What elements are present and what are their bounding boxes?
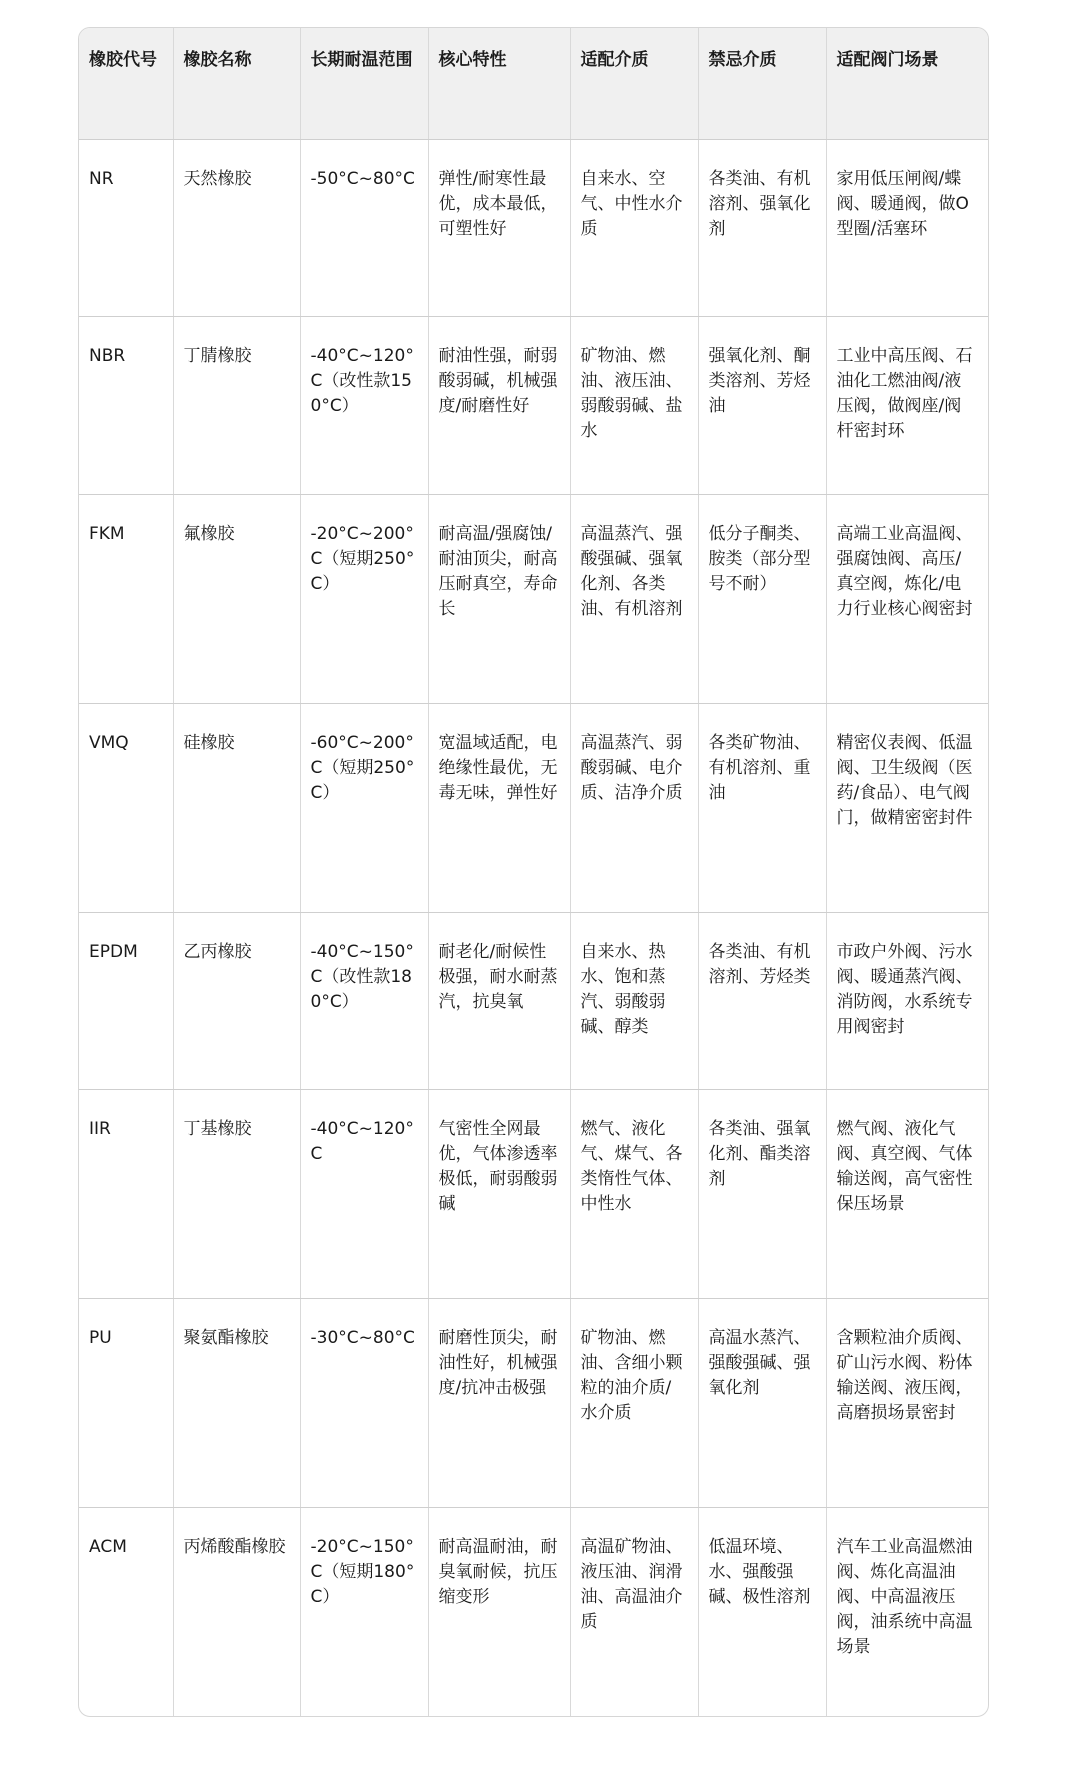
cell-forbidden-media: 各类矿物油、有机溶剂、重油 bbox=[698, 704, 826, 913]
header-forbidden-media: 禁忌介质 bbox=[698, 28, 826, 140]
cell-compatible-media: 矿物油、燃油、液压油、弱酸弱碱、盐水 bbox=[570, 317, 698, 495]
cell-temp-range: -40°C~120°C bbox=[300, 1090, 428, 1299]
table-row bbox=[79, 1090, 988, 1299]
rubber-comparison-table bbox=[79, 28, 988, 1716]
cell-code: FKM bbox=[79, 495, 173, 704]
cell-valve-scenarios: 含颗粒油介质阀、矿山污水阀、粉体输送阀、液压阀，高磨损场景密封 bbox=[826, 1299, 988, 1508]
cell-forbidden-media: 低分子酮类、胺类（部分型号不耐） bbox=[698, 495, 826, 704]
cell-compatible-media: 矿物油、燃油、含细小颗粒的油介质/水介质 bbox=[570, 1299, 698, 1508]
cell-valve-scenarios: 精密仪表阀、低温阀、卫生级阀（医药/食品）、电气阀门，做精密密封件 bbox=[826, 704, 988, 913]
cell-valve-scenarios: 汽车工业高温燃油阀、炼化高温油阀、中高温液压阀，油系统中高温场景 bbox=[836, 1537, 973, 1657]
cell-temp-range: -50°C~80°C bbox=[300, 140, 428, 317]
cell-forbidden-media: 低温环境、水、强酸强碱、极性溶剂 bbox=[698, 1508, 826, 1716]
cell-forbidden-media: 各类油、有机溶剂、强氧化剂 bbox=[698, 140, 826, 317]
cell-code: IIR bbox=[79, 1090, 173, 1299]
cell-code: VMQ bbox=[79, 704, 173, 913]
cell-name: 丁基橡胶 bbox=[173, 1090, 300, 1299]
table-row bbox=[79, 1508, 988, 1716]
table-row bbox=[79, 495, 988, 704]
cell-core-features: 耐高温耐油，耐臭氧耐候，抗压缩变形 bbox=[428, 1508, 570, 1716]
cell-core-features: 耐磨性顶尖，耐油性好，机械强度/抗冲击极强 bbox=[428, 1299, 570, 1508]
cell-name: 丙烯酸酯橡胶 bbox=[173, 1508, 300, 1716]
cell-compatible-media: 自来水、热水、饱和蒸汽、弱酸弱碱、醇类 bbox=[570, 913, 698, 1090]
cell-forbidden-media: 各类油、强氧化剂、酯类溶剂 bbox=[698, 1090, 826, 1299]
cell-compatible-media: 高温矿物油、液压油、润滑油、高温油介质 bbox=[570, 1508, 698, 1716]
table-header-row bbox=[79, 28, 988, 140]
cell-temp-range: -40°C~120°C（改性款150°C） bbox=[300, 317, 428, 495]
cell-temp-range: -40°C~150°C（改性款180°C） bbox=[300, 913, 428, 1090]
cell-compatible-media: 高温蒸汽、强酸强碱、强氧化剂、各类油、有机溶剂 bbox=[570, 495, 698, 704]
cell-valve-scenarios: 家用低压闸阀/蝶阀、暖通阀，做O型圈/活塞环 bbox=[826, 140, 988, 317]
cell-name: 氟橡胶 bbox=[173, 495, 300, 704]
cell-core-features: 宽温域适配，电绝缘性最优，无毒无味，弹性好 bbox=[428, 704, 570, 913]
rubber-comparison-table-container bbox=[78, 27, 989, 1717]
cell-core-features: 弹性/耐寒性最优，成本最低，可塑性好 bbox=[428, 140, 570, 317]
cell-valve-scenarios: 工业中高压阀、石油化工燃油阀/液压阀，做阀座/阀杆密封环 bbox=[826, 317, 988, 495]
cell-forbidden-media: 强氧化剂、酮类溶剂、芳烃油 bbox=[698, 317, 826, 495]
cell-valve-scenarios: 市政户外阀、污水阀、暖通蒸汽阀、消防阀，水系统专用阀密封 bbox=[826, 913, 988, 1090]
header-code: 橡胶代号 bbox=[79, 28, 173, 140]
cell-temp-range: -60°C~200°C（短期250°C） bbox=[300, 704, 428, 913]
table-row bbox=[79, 140, 988, 317]
cell-code: PU bbox=[79, 1299, 173, 1508]
cell-compatible-media: 自来水、空气、中性水介质 bbox=[570, 140, 698, 317]
header-valve-scenarios: 适配阀门场景 bbox=[826, 28, 988, 140]
cell-name: 聚氨酯橡胶 bbox=[173, 1299, 300, 1508]
cell-code: ACM bbox=[79, 1508, 173, 1716]
table-row bbox=[79, 913, 988, 1090]
cell-valve-scenarios: 燃气阀、液化气阀、真空阀、气体输送阀，高气密性保压场景 bbox=[826, 1090, 988, 1299]
cell-core-features: 耐老化/耐候性极强，耐水耐蒸汽，抗臭氧 bbox=[428, 913, 570, 1090]
cell-code: EPDM bbox=[79, 913, 173, 1090]
cell-name: 丁腈橡胶 bbox=[173, 317, 300, 495]
cell-forbidden-media: 高温水蒸汽、强酸强碱、强氧化剂 bbox=[698, 1299, 826, 1508]
cell-forbidden-media: 各类油、有机溶剂、芳烃类 bbox=[698, 913, 826, 1090]
cell-core-features: 耐油性强，耐弱酸弱碱，机械强度/耐磨性好 bbox=[428, 317, 570, 495]
cell-compatible-media: 高温蒸汽、弱酸弱碱、电介质、洁净介质 bbox=[570, 704, 698, 913]
cell-name: 天然橡胶 bbox=[173, 140, 300, 317]
header-name: 橡胶名称 bbox=[173, 28, 300, 140]
cell-core-features: 气密性全网最优，气体渗透率极低，耐弱酸弱碱 bbox=[428, 1090, 570, 1299]
cell-name: 乙丙橡胶 bbox=[173, 913, 300, 1090]
header-compatible-media: 适配介质 bbox=[570, 28, 698, 140]
cell-temp-range: -20°C~150°C（短期180°C） bbox=[300, 1508, 428, 1716]
header-temp-range: 长期耐温范围 bbox=[300, 28, 428, 140]
cell-core-features: 耐高温/强腐蚀/耐油顶尖，耐高压耐真空，寿命长 bbox=[428, 495, 570, 704]
cell-code: NBR bbox=[79, 317, 173, 495]
cell-name: 硅橡胶 bbox=[173, 704, 300, 913]
table-row bbox=[79, 704, 988, 913]
table-row bbox=[79, 317, 988, 495]
cell-temp-range: -30°C~80°C bbox=[300, 1299, 428, 1508]
header-core-features: 核心特性 bbox=[428, 28, 570, 140]
table-row bbox=[79, 1299, 988, 1508]
cell-compatible-media: 燃气、液化气、煤气、各类惰性气体、中性水 bbox=[570, 1090, 698, 1299]
cell-temp-range: -20°C~200°C（短期250°C） bbox=[300, 495, 428, 704]
cell-code: NR bbox=[79, 140, 173, 317]
cell-valve-scenarios: 高端工业高温阀、强腐蚀阀、高压/真空阀，炼化/电力行业核心阀密封 bbox=[826, 495, 988, 704]
